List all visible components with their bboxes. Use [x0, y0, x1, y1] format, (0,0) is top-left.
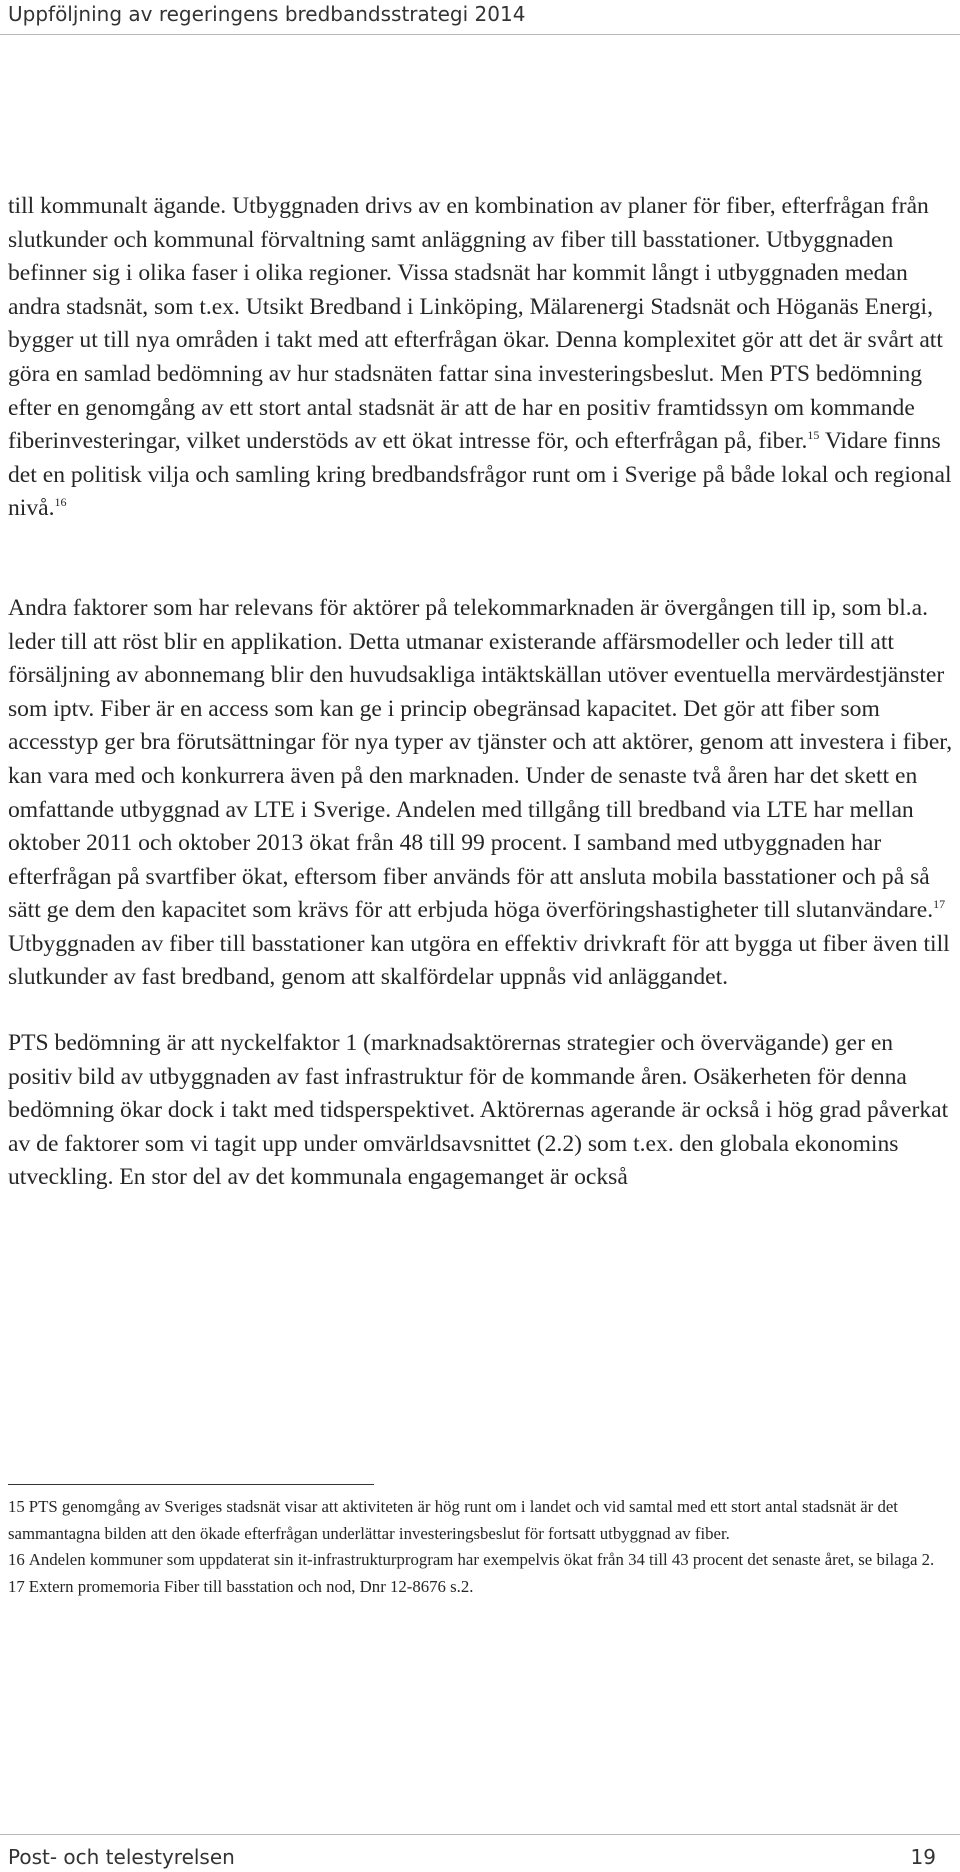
footnote-reference-15[interactable]: 15 [807, 428, 820, 443]
footnote-17-text: Extern promemoria Fiber till basstation och nod, Dnr 12-8676 s.2. [28, 1576, 474, 1596]
footer-organization: Post- och telestyrelsen [8, 1845, 235, 1869]
footnote-15 [8, 1494, 954, 1547]
footnote-16-text: Andelen kommuner som uppdaterat sin it-infrastrukturprogram har exempelvis ökat från 34 till 43 procent det senaste året, se bilaga 2. [28, 1550, 935, 1569]
page-number: 19 [910, 1845, 936, 1869]
running-header [0, 0, 960, 35]
paragraph-1-text-b: Vidare finns det en politisk vilja och samling kring bredbandsfrågor runt om i Sverige på både lokal och regional nivå. [8, 428, 952, 522]
footnote-17-number: 17 [8, 1576, 25, 1596]
running-header-title: Uppföljning av regeringens bredbandsstrategi 2014 [8, 2, 526, 26]
footnote-17 [8, 1574, 954, 1601]
footnote-15-number: 15 [8, 1497, 25, 1516]
paragraph-1-text-a: till kommunalt ägande. Utbyggnaden drivs av en kombination av planer för fiber, efterfrågan från slutkunder och kommunal förvaltning samt anläggning av fiber till basstationer. Utbyggnaden befinner sig i olika faser i olika regioner. Vissa stadsnät har kommit långt i utbyggnaden medan andra stadsnät, som t.ex. Utsikt Bredband i Linköping, Mälarenergi Stadsnät och Höganäs Energi, bygger ut till nya områden i takt med att efterfrågan ökar. Denna komplexitet gör att det är svårt att göra en samlad bedömning av hur stadsnäten fattar sina investeringsbeslut. Men PTS bedömning efter en genomgång av ett stort antal stadsnät är att de har en positiv framtidssyn om kommande fiberinvesteringar, vilket understöds av ett ökat intresse för, och efterfrågan på, fiber. [8, 193, 943, 455]
paragraph-3 [8, 1027, 954, 1195]
footnote-15-text: PTS genomgång av Sveriges stadsnät visar att aktiviteten är hög runt om i landet och vid samtal med ett stort antal stadsnät är det sammantagna bilden att den ökade efterfrågan underlättar investeringsbeslut för fortsatt utbyggnad av fiber. [8, 1497, 898, 1543]
footnote-reference-16[interactable]: 16 [54, 495, 67, 510]
paragraph-2 [8, 592, 954, 995]
running-footer [0, 1834, 960, 1872]
paragraph-2-text-b: Utbyggnaden av fiber till basstationer kan utgöra en effektiv drivkraft för att bygga ut fiber även till slutkunder av fast bredband, genom att skalfördelar uppnås vid anläggandet. [8, 930, 950, 991]
paragraph-3-text: PTS bedömning är att nyckelfaktor 1 (marknadsaktörernas strategier och övervägande) ger en positiv bild av utbyggnaden av fast infrastruktur för de kommande åren. Osäkerheten för denna bedömning ökar dock i takt med tidsperspektivet. Aktörernas agerande är också i hög grad påverkat av de faktorer som vi tagit upp under omvärldsavsnittet (2.2) som t.ex. den globala ekonomins utveckling. En stor del av det kommunala engagemanget är också [8, 1030, 949, 1191]
paragraph-2-text-a: Andra faktorer som har relevans för aktörer på telekommarknaden är övergången till ip, som bl.a. leder till att röst blir en applikation. Detta utmanar existerande affärsmodeller och leder till att försäljning av abonnemang blir den huvudsakliga intäktskällan utöver eventuella mervärdestjänster som iptv. Fiber är en access som kan ge i princip obegränsad kapacitet. Det gör att fiber som accesstyp ger bra förutsättningar för nya typer av tjänster och att aktörer, genom att investera i fiber, kan vara med och konkurrera även på den marknaden. Under de senaste två åren har det skett en omfattande utbyggnad av LTE i Sverige. Andelen med tillgång till bredband via LTE har mellan oktober 2011 och oktober 2013 ökat från 48 till 99 procent. I samband med utbyggnaden har efterfrågan på svartfiber ökat, eftersom fiber används för att ansluta mobila basstationer och på så sätt ge dem den kapacitet som krävs för att erbjuda höga överföringshastigheter till slutanvändare. [8, 594, 953, 924]
footnote-16 [8, 1547, 954, 1574]
footnote-16-number: 16 [8, 1550, 25, 1569]
body-text [8, 190, 954, 1195]
paragraph-1 [8, 190, 954, 526]
footnotes [8, 1494, 954, 1600]
footnote-reference-17[interactable]: 17 [933, 897, 946, 912]
footnote-separator [8, 1484, 374, 1485]
